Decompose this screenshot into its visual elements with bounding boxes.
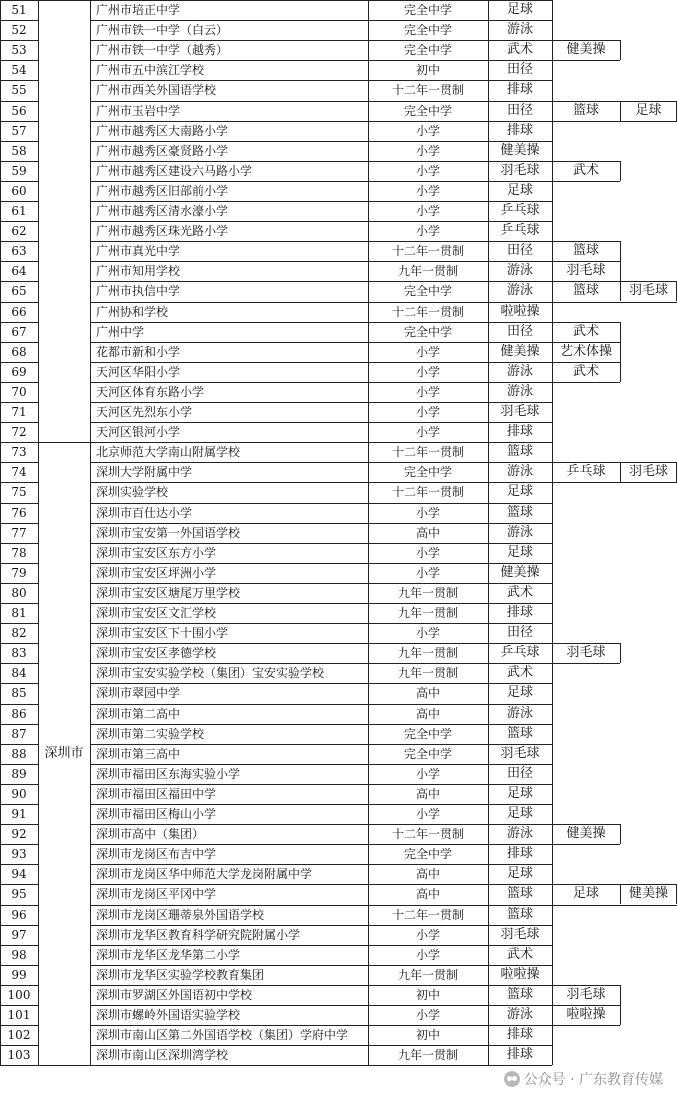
sport-item: 健美操 [500,343,540,359]
sport-item: 篮球 [506,725,533,741]
school-name: 深圳市宝安区下十围小学 [96,626,229,641]
school-stage: 九年一贯制 [397,666,458,681]
row-number: 91 [11,807,27,821]
row-number: 103 [7,1048,31,1063]
sport-item: 排球 [506,846,533,862]
school-name: 深圳市龙岗区平冈中学 [96,887,217,902]
school-name: 花都市新和小学 [96,344,181,359]
sport-item: 羽毛球 [628,464,668,480]
row-number: 64 [11,264,27,279]
school-name: 深圳市龙岗区华中师范大学龙岗附属中学 [96,867,313,882]
sport-item: 健美操 [500,142,540,158]
row-number: 76 [11,505,27,520]
school-name: 广州协和学校 [96,304,169,319]
sport-item: 足球 [506,484,533,500]
school-stage: 小学 [415,1008,440,1022]
school-stage: 完全中学 [403,103,452,118]
row-number: 61 [11,204,27,218]
sport-item: 武术 [506,584,533,600]
row-number: 65 [11,284,27,299]
school-stage: 九年一贯制 [397,1048,458,1063]
row-number: 86 [11,706,27,721]
sport-item: 游泳 [506,705,533,721]
sport-item: 足球 [572,886,599,902]
sport-cell-line [552,302,620,303]
sport-item: 羽毛球 [566,645,606,661]
row-number: 101 [7,1008,31,1022]
sport-item: 足球 [506,785,533,801]
sport-cell-line [620,985,621,1005]
row-number: 55 [11,83,27,98]
school-name: 深圳市宝安区文汇学校 [96,606,217,620]
row-number: 54 [11,63,27,78]
row-number: 72 [11,425,27,440]
school-name: 深圳市宝安区坪洲小学 [96,565,217,580]
school-stage: 完全中学 [403,465,452,480]
row-number: 95 [11,887,27,902]
row-number: 80 [11,585,27,600]
sport-item: 羽毛球 [566,986,606,1002]
row-number: 71 [11,405,27,419]
sport-item: 羽毛球 [500,404,540,419]
sport-item: 篮球 [572,243,599,259]
school-name: 深圳市高中（集团） [96,827,205,842]
school-name: 广州市真光中学 [96,244,181,259]
school-stage: 完全中学 [403,43,452,58]
sport-cell-line [620,342,621,362]
row-number: 57 [11,123,27,138]
school-stage: 小学 [415,927,440,942]
row-number: 79 [11,565,27,580]
sport-cell-line [552,905,620,906]
school-stage: 小学 [415,947,440,962]
row-number: 58 [11,143,27,158]
row-number: 78 [11,545,27,560]
row-number: 73 [11,445,27,460]
school-stage: 九年一贯制 [397,967,458,982]
school-name: 深圳市宝安第一外国语学校 [96,525,241,540]
city-name: 深圳市 [44,745,84,761]
sport-item: 排球 [506,1027,533,1043]
school-stage: 十二年一贯制 [391,304,464,319]
sport-item: 田径 [506,62,533,78]
school-stage: 完全中学 [403,726,452,741]
school-name: 广州市铁一中学（白云） [96,23,229,38]
school-stage: 高中 [415,706,440,721]
sport-item: 足球 [506,2,533,17]
sport-cell-line [552,482,620,483]
school-name: 深圳市福田区东海实验小学 [96,766,241,781]
school-stage: 小学 [415,545,440,560]
sport-item: 艺术体操 [559,343,612,359]
row-number: 51 [11,3,27,17]
sport-item: 游泳 [506,263,533,279]
school-stage: 九年一贯制 [397,646,458,661]
row-number: 60 [11,183,27,198]
sport-item: 啦啦操 [500,966,540,982]
school-stage: 初中 [415,63,440,78]
sport-item: 乒乓球 [500,203,540,218]
school-name: 天河区华阳小学 [96,364,181,379]
school-stage: 小学 [415,224,440,239]
school-name: 深圳市宝安实验学校（集团）宝安实验学校 [96,666,325,681]
school-name: 天河区先烈东小学 [96,405,193,419]
sport-item: 啦啦操 [500,303,540,319]
sport-item: 排球 [506,82,533,98]
school-stage: 小学 [415,626,440,641]
sport-cell-line [620,362,621,382]
school-name: 广州市五中滨江学校 [96,63,205,78]
school-name: 深圳市龙岗区布吉中学 [96,847,217,862]
school-stage: 完全中学 [403,3,452,17]
school-name: 北京师范大学南山附属学校 [96,445,241,460]
sport-item: 武术 [572,323,599,339]
school-stage: 小学 [415,183,440,198]
sport-item: 田径 [506,243,533,259]
school-name: 广州市越秀区清水濠小学 [96,204,229,218]
sport-item: 足球 [506,685,533,701]
sport-cell-line [620,241,621,261]
school-stage: 高中 [415,786,440,801]
row-number: 93 [11,847,27,862]
sport-item: 羽毛球 [500,745,540,761]
school-stage: 高中 [415,525,440,540]
row-number: 94 [11,867,27,882]
school-stage: 十二年一贯制 [391,485,464,500]
row-number: 74 [11,465,27,480]
row-number: 83 [11,646,27,661]
sport-item: 乒乓球 [500,645,540,661]
school-name: 深圳市宝安区东方小学 [96,545,217,560]
school-stage: 九年一贯制 [397,585,458,600]
sport-item: 游泳 [506,22,533,38]
row-number: 75 [11,485,27,500]
sport-cell-line [552,382,620,383]
row-number: 102 [7,1028,31,1043]
sport-item: 田径 [506,625,533,641]
school-stage: 完全中学 [403,284,452,299]
school-name: 天河区银河小学 [96,425,181,440]
sport-item: 乒乓球 [500,223,540,239]
watermark [504,1069,663,1089]
school-stage: 小学 [415,807,440,821]
school-stage: 十二年一贯制 [391,83,464,98]
school-name: 深圳实验学校 [96,485,169,500]
school-stage: 小学 [415,364,440,379]
sport-cell-line [620,824,621,844]
row-number: 77 [11,525,27,540]
school-name: 深圳市福田区梅山小学 [96,807,217,821]
sport-item: 游泳 [506,363,533,379]
school-stage: 小学 [415,405,440,419]
school-name: 深圳市宝安区孝德学校 [96,646,217,661]
sport-cell-line [552,60,620,61]
school-stage: 高中 [415,887,440,902]
sport-item: 羽毛球 [566,263,606,279]
school-name: 广州市执信中学 [96,284,181,299]
sport-cell-line [620,322,621,342]
sport-item: 足球 [635,102,662,118]
sport-item: 游泳 [506,826,533,842]
row-number: 87 [11,726,27,741]
school-name: 广州市玉岩中学 [96,103,181,118]
sport-cell-line [552,844,620,845]
sport-cell-line [620,302,677,303]
sport-cell-line [552,1025,620,1026]
sport-item: 健美操 [628,886,668,902]
sport-item: 武术 [506,42,533,58]
school-name: 广州市越秀区建设六马路小学 [96,163,253,178]
school-name: 广州市培正中学 [96,3,181,17]
school-stage: 小学 [415,565,440,580]
sport-item: 篮球 [572,102,599,118]
school-stage: 完全中学 [403,324,452,339]
sport-cell-line [620,1005,621,1025]
school-stage: 十二年一贯制 [391,244,464,259]
sport-item: 篮球 [506,986,533,1002]
sport-item: 篮球 [506,444,533,460]
row-number: 68 [11,344,27,359]
sport-item: 羽毛球 [500,162,540,178]
school-stage: 小学 [415,204,440,218]
sport-cell-line [620,482,677,483]
sport-item: 篮球 [506,906,533,922]
column-line [90,0,91,1065]
column-line [38,0,39,1065]
sport-item: 羽毛球 [628,283,668,299]
sport-cell-line [620,905,677,906]
school-stage: 小学 [415,344,440,359]
sport-item: 篮球 [572,283,599,299]
school-stage: 九年一贯制 [397,264,458,279]
sport-item: 足球 [506,806,533,821]
sport-cell-line [620,643,621,663]
school-name: 深圳大学附属中学 [96,465,193,480]
school-stage: 十二年一贯制 [391,827,464,842]
group-line [38,442,90,443]
row-number: 99 [11,967,27,982]
sport-item: 田径 [506,102,533,118]
sport-item: 田径 [506,765,533,781]
school-stage: 十二年一贯制 [391,445,464,460]
sport-cell-line [620,161,621,181]
sport-item: 游泳 [506,464,533,480]
school-stage: 小学 [415,766,440,781]
school-stage: 完全中学 [403,746,452,761]
row-number: 90 [11,786,27,801]
school-stage: 初中 [415,987,440,1002]
row-number: 62 [11,224,27,239]
school-stage: 小学 [415,425,440,440]
sport-item: 游泳 [506,383,533,399]
sport-item: 排球 [506,424,533,440]
sport-item: 健美操 [500,564,540,580]
row-number: 59 [11,163,27,178]
school-name: 深圳市罗湖区外国语初中学校 [96,987,253,1002]
school-stage: 十二年一贯制 [391,907,464,922]
school-stage: 九年一贯制 [397,606,458,620]
sport-item: 武术 [572,162,599,178]
school-stage: 小学 [415,143,440,158]
school-name: 深圳市第二高中 [96,706,181,721]
row-number: 96 [11,907,27,922]
sport-cell-line [552,121,620,122]
school-name: 深圳市百仕达小学 [96,505,193,520]
school-name: 深圳市第二实验学校 [96,726,205,741]
school-stage: 小学 [415,163,440,178]
school-name: 深圳市龙岗区珊蒂泉外国语学校 [96,907,265,922]
sport-item: 足球 [506,182,533,198]
school-name: 天河区体育东路小学 [96,384,205,399]
school-name: 广州市越秀区珠光路小学 [96,224,229,239]
sport-item: 排球 [506,1047,533,1063]
row-number: 56 [11,103,27,118]
sport-item: 羽毛球 [500,926,540,942]
school-stage: 高中 [415,686,440,701]
school-name: 广州市西关外国语学校 [96,83,217,98]
school-name: 深圳市螺岭外国语实验学校 [96,1008,241,1022]
watermark-text: 公众号 · 广东教育传媒 [523,1072,663,1088]
sport-cell-line [552,181,620,182]
school-stage: 小学 [415,505,440,520]
row-number: 85 [11,686,27,701]
row-number: 89 [11,766,27,781]
sport-cell-line [620,40,621,60]
row-number: 70 [11,384,27,399]
sport-item: 排球 [506,122,533,138]
city-name [38,211,90,231]
sport-item: 田径 [506,323,533,339]
group-line [38,0,90,1]
school-name: 广州市越秀区旧部前小学 [96,183,229,198]
column-line [552,0,553,1065]
school-name: 深圳市龙华区龙华第二小学 [96,947,241,962]
row-number: 92 [11,827,27,842]
row-number: 88 [11,746,27,761]
sport-item: 游泳 [506,1007,533,1022]
sport-item: 游泳 [506,283,533,299]
school-stage: 高中 [415,867,440,882]
school-stage: 完全中学 [403,23,452,38]
row-number: 84 [11,666,27,681]
school-stage: 完全中学 [403,847,452,862]
table-bottom-line [0,1065,552,1066]
school-name: 深圳市翠园中学 [96,686,181,701]
row-number: 67 [11,324,27,339]
sport-item: 健美操 [566,826,606,842]
school-name: 深圳市南山区第二外国语学校（集团）学府中学 [96,1028,349,1043]
school-name: 深圳市福田区福田中学 [96,786,217,801]
sport-cell-line [552,663,620,664]
sport-item: 排球 [506,605,533,620]
sport-item: 游泳 [506,524,533,540]
school-name: 广州市越秀区大南路小学 [96,123,229,138]
row-number: 100 [7,987,31,1002]
sport-item: 武术 [572,363,599,379]
row-number: 97 [11,927,27,942]
sport-item: 篮球 [506,886,533,902]
sport-cell-line [620,261,621,281]
sport-item: 武术 [506,665,533,681]
sport-item: 啦啦操 [566,1007,606,1022]
row-number: 69 [11,364,27,379]
school-name: 深圳市龙华区实验学校教育集团 [96,967,265,982]
sport-item: 健美操 [566,42,606,58]
row-number: 53 [11,43,27,58]
row-number: 66 [11,304,27,319]
school-name: 广州市越秀区豪贤路小学 [96,143,229,158]
row-number: 98 [11,947,27,962]
sport-item: 篮球 [506,504,533,520]
sport-cell-line [620,121,677,122]
school-name: 广州市知用学校 [96,264,181,279]
school-name: 广州中学 [96,324,145,339]
school-stage: 小学 [415,123,440,138]
wechat-icon [504,1071,520,1087]
school-stage: 小学 [415,384,440,399]
school-stage: 初中 [415,1028,440,1043]
row-number: 81 [11,606,27,620]
school-name: 深圳市宝安区塘尾万里学校 [96,585,241,600]
sport-item: 乒乓球 [566,464,606,480]
row-number: 63 [11,244,27,259]
sport-item: 足球 [506,866,533,882]
row-number: 52 [11,23,27,38]
sport-item: 足球 [506,544,533,560]
school-name: 深圳市第三高中 [96,746,181,761]
school-name: 深圳市南山区深圳湾学校 [96,1048,229,1063]
school-name: 广州市铁一中学（越秀） [96,43,229,58]
school-name: 深圳市龙华区教育科学研究院附属小学 [96,927,301,942]
row-number: 82 [11,626,27,641]
sport-item: 武术 [506,946,533,962]
